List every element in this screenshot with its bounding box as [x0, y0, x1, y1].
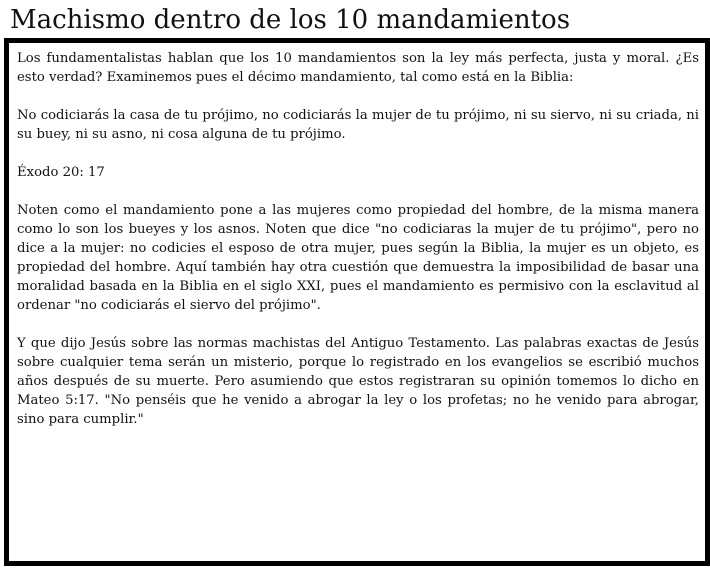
article-body — [17, 49, 699, 448]
analysis-paragraph: Noten como el mandamiento pone a las mujeres como propiedad del hombre, de la misma manera como lo son los bueyes y los asnos. Noten que dice "no codiciaras la mujer de tu prójimo", pero no dice a la mujer: no codicies el esposo de otra mujer, pues según la Biblia, la mujer es un objeto, es propiedad del hombre. Aquí también hay otra cuestión que demuestra la imposibilidad de basar una moralidad basada en la Biblia en el siglo XXI, pues el mandamiento es permisivo con la esclavitud al ordenar "no codiciarás el siervo del prójimo". — [17, 203, 699, 313]
citation-paragraph: Éxodo 20: 17 — [17, 165, 105, 180]
jesus-paragraph: Y que dijo Jesús sobre las normas machistas del Antiguo Testamento. Las palabras exactas de Jesús sobre cualquier tema serán un misterio, porque lo registrado en los evangelios se escribió muchos años después de su muerte. Pero asumiendo que estos registraran su opinión tomemos lo dicho en Mateo 5:17. "No penséis que he venido a abrogar la ley o los profetas; no he venido para abrogar, sino para cumplir." — [17, 336, 699, 427]
text-frame — [4, 38, 710, 566]
quote-paragraph: No codiciarás la casa de tu prójimo, no codiciarás la mujer de tu prójimo, ni su siervo, ni su criada, ni su buey, ni su asno, ni cosa alguna de tu prójimo. — [17, 108, 699, 142]
page-title: Machismo dentro de los 10 mandamientos — [10, 5, 571, 35]
intro-paragraph: Los fundamentalistas hablan que los 10 mandamientos son la ley más perfecta, justa y moral. ¿Es esto verdad? Examinemos pues el décimo mandamiento, tal como está en la Biblia: — [17, 51, 699, 85]
